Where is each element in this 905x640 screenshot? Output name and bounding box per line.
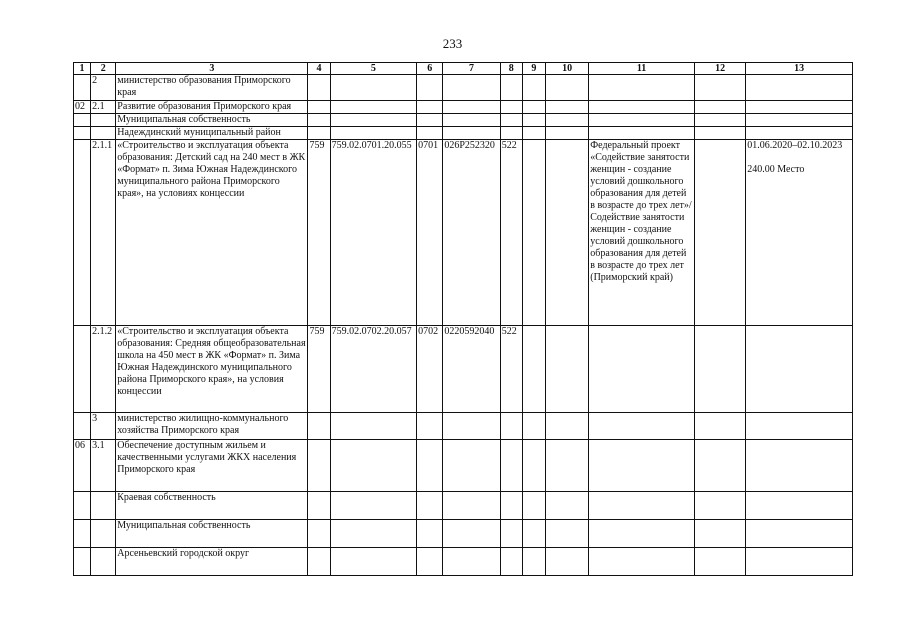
cell xyxy=(417,548,443,576)
cell xyxy=(589,520,695,548)
cell xyxy=(589,326,695,413)
header-row xyxy=(74,63,853,75)
cell xyxy=(308,101,330,114)
cell xyxy=(522,127,545,140)
table-row xyxy=(74,127,853,140)
cell xyxy=(522,413,545,440)
cell xyxy=(589,101,695,114)
cell: «Строительство и эксплуатация объекта образования: Детский сад на 240 мест в ЖК «Формат» п. Зима Южная Надеждинского муниципального района Приморского края», на условиях концессии xyxy=(116,140,308,326)
header-cell: 3 xyxy=(116,63,308,75)
cell xyxy=(330,127,417,140)
header-cell: 4 xyxy=(308,63,330,75)
cell xyxy=(522,140,545,326)
cell xyxy=(91,114,116,127)
cell xyxy=(308,548,330,576)
cell xyxy=(694,127,745,140)
header-cell: 2 xyxy=(91,63,116,75)
header-cell: 6 xyxy=(417,63,443,75)
cell xyxy=(522,440,545,492)
cell xyxy=(91,548,116,576)
cell xyxy=(443,127,500,140)
cell: министерство жилищно-коммунального хозяйства Приморского края xyxy=(116,413,308,440)
cell: 759.02.0701.20.055 xyxy=(330,140,417,326)
cell xyxy=(694,75,745,101)
cell xyxy=(545,326,588,413)
header-cell: 7 xyxy=(443,63,500,75)
cell xyxy=(74,127,91,140)
table-row xyxy=(74,492,853,520)
cell xyxy=(417,127,443,140)
cell xyxy=(746,413,853,440)
cell xyxy=(330,548,417,576)
cell xyxy=(500,440,522,492)
cell xyxy=(746,520,853,548)
cell xyxy=(443,101,500,114)
cell xyxy=(74,492,91,520)
cell xyxy=(522,75,545,101)
cell: 522 xyxy=(500,326,522,413)
cell xyxy=(308,413,330,440)
cell xyxy=(589,114,695,127)
header-cell: 5 xyxy=(330,63,417,75)
cell xyxy=(589,75,695,101)
cell xyxy=(330,75,417,101)
cell xyxy=(308,75,330,101)
cell xyxy=(500,413,522,440)
spacer xyxy=(747,152,851,164)
cell: 2.1.2 xyxy=(91,326,116,413)
table-row xyxy=(74,413,853,440)
cell xyxy=(545,140,588,326)
cell xyxy=(522,492,545,520)
cell xyxy=(694,492,745,520)
cell xyxy=(91,492,116,520)
cell xyxy=(694,413,745,440)
cell xyxy=(74,75,91,101)
cell xyxy=(522,326,545,413)
cell xyxy=(522,101,545,114)
cell xyxy=(545,75,588,101)
cell xyxy=(545,440,588,492)
cell xyxy=(694,101,745,114)
cell xyxy=(545,127,588,140)
cell xyxy=(522,114,545,127)
cell: 2 xyxy=(91,75,116,101)
cell xyxy=(545,101,588,114)
cell xyxy=(443,548,500,576)
cell: 026P252320 xyxy=(443,140,500,326)
cell xyxy=(443,520,500,548)
cell xyxy=(91,520,116,548)
cell xyxy=(500,75,522,101)
cell xyxy=(589,548,695,576)
cell: 3.1 xyxy=(91,440,116,492)
cell xyxy=(330,114,417,127)
cell xyxy=(545,114,588,127)
cell xyxy=(522,548,545,576)
cell xyxy=(500,520,522,548)
header-cell: 12 xyxy=(694,63,745,75)
cell xyxy=(545,492,588,520)
cell xyxy=(500,127,522,140)
table-row xyxy=(74,548,853,576)
cell xyxy=(589,413,695,440)
cell: Муниципальная собственность xyxy=(116,114,308,127)
cell xyxy=(694,440,745,492)
cell xyxy=(74,548,91,576)
cell xyxy=(330,440,417,492)
cell xyxy=(330,101,417,114)
cell xyxy=(746,127,853,140)
cell xyxy=(589,440,695,492)
cell xyxy=(500,548,522,576)
cell xyxy=(74,520,91,548)
cell xyxy=(500,114,522,127)
cell: 759.02.0702.20.057 xyxy=(330,326,417,413)
cell xyxy=(443,413,500,440)
cell xyxy=(589,127,695,140)
cell xyxy=(500,101,522,114)
cell-text: 01.06.2020–02.10.2023 xyxy=(747,140,843,151)
cell xyxy=(308,127,330,140)
cell xyxy=(417,520,443,548)
cell: Развитие образования Приморского края xyxy=(116,101,308,114)
cell xyxy=(308,440,330,492)
cell: 522 xyxy=(500,140,522,326)
cell xyxy=(417,440,443,492)
cell xyxy=(746,326,853,413)
cell xyxy=(330,492,417,520)
budget-table xyxy=(73,62,853,576)
cell xyxy=(746,75,853,101)
cell xyxy=(443,114,500,127)
cell: Обеспечение доступным жильем и качественными услугами ЖКХ населения Приморского края xyxy=(116,440,308,492)
cell: 759 xyxy=(308,140,330,326)
header-cell: 13 xyxy=(746,63,853,75)
cell xyxy=(746,492,853,520)
page-number: 233 xyxy=(442,36,463,51)
cell: 0220592040 xyxy=(443,326,500,413)
cell: Муниципальная собственность xyxy=(116,520,308,548)
cell: 2.1.1 xyxy=(91,140,116,326)
cell xyxy=(589,492,695,520)
header-cell: 1 xyxy=(74,63,91,75)
cell xyxy=(417,413,443,440)
cell xyxy=(545,520,588,548)
cell xyxy=(330,520,417,548)
cell xyxy=(417,101,443,114)
cell xyxy=(694,520,745,548)
cell xyxy=(417,75,443,101)
table-row xyxy=(74,75,853,101)
cell xyxy=(308,520,330,548)
cell xyxy=(746,101,853,114)
cell xyxy=(694,114,745,127)
cell: Надеждинский муниципальный район xyxy=(116,127,308,140)
cell xyxy=(694,140,745,326)
cell xyxy=(330,413,417,440)
cell: «Строительство и эксплуатация объекта образования: Средняя общеобразовательная школа на 450 мест в ЖК «Формат» п. Зима Южная Надеждинского муниципального района Приморского края», на условия концессии xyxy=(116,326,308,413)
cell xyxy=(443,440,500,492)
table-row xyxy=(74,101,853,114)
cell xyxy=(417,492,443,520)
header-cell: 8 xyxy=(500,63,522,75)
cell: Арсеньевский городской округ xyxy=(116,548,308,576)
cell: 02 xyxy=(74,101,91,114)
table-row xyxy=(74,140,853,326)
header-cell: 10 xyxy=(545,63,588,75)
cell xyxy=(500,492,522,520)
cell xyxy=(308,114,330,127)
cell xyxy=(91,127,116,140)
cell: Краевая собственность xyxy=(116,492,308,520)
cell xyxy=(746,548,853,576)
cell xyxy=(74,140,91,326)
cell xyxy=(74,326,91,413)
cell: 0701 xyxy=(417,140,443,326)
cell xyxy=(694,326,745,413)
cell: Федеральный проект «Содействие занятости женщин - создание условий дошкольного образования для детей в возрасте до трех лет»/Содействие занятости женщин - создание условий дошкольного образования для детей в возрасте до трех лет (Приморский край) xyxy=(589,140,695,326)
cell xyxy=(308,492,330,520)
cell: 3 xyxy=(91,413,116,440)
cell: 2.1 xyxy=(91,101,116,114)
cell xyxy=(522,520,545,548)
cell xyxy=(545,413,588,440)
cell xyxy=(74,413,91,440)
cell: 06 xyxy=(74,440,91,492)
cell xyxy=(417,114,443,127)
cell: 0702 xyxy=(417,326,443,413)
table-row xyxy=(74,520,853,548)
cell-text: 240.00 Место xyxy=(747,164,805,175)
cell xyxy=(443,75,500,101)
cell xyxy=(746,140,853,326)
table-row xyxy=(74,114,853,127)
cell xyxy=(746,440,853,492)
cell xyxy=(545,548,588,576)
cell: министерство образования Приморского края xyxy=(116,75,308,101)
cell xyxy=(74,114,91,127)
header-cell: 9 xyxy=(522,63,545,75)
table-row xyxy=(74,440,853,492)
table-row xyxy=(74,326,853,413)
cell xyxy=(746,114,853,127)
cell xyxy=(443,492,500,520)
cell xyxy=(694,548,745,576)
cell: 759 xyxy=(308,326,330,413)
header-cell: 11 xyxy=(589,63,695,75)
